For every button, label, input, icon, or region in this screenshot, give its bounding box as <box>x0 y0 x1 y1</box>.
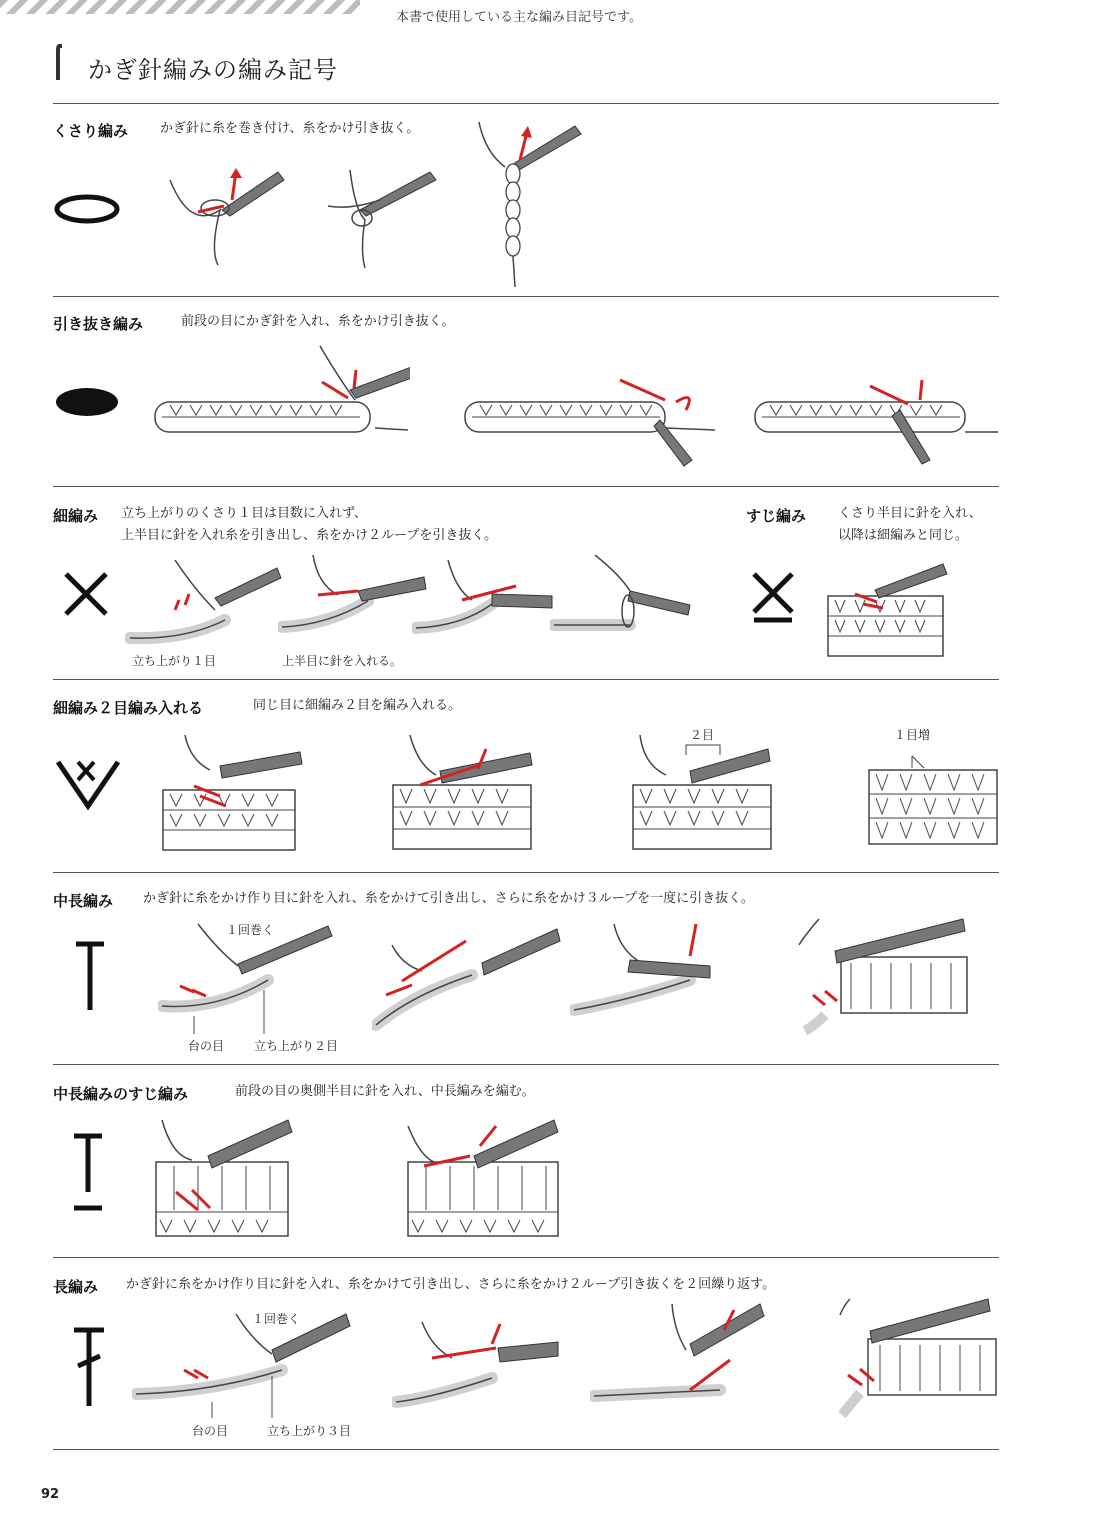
section-desc-kusari: かぎ針に糸を巻き付け、糸をかけ引き抜く。 <box>160 121 420 136</box>
caption-turning-2: 立ち上がり２目 <box>254 1039 339 1053</box>
increase-result-illustration <box>866 748 1000 848</box>
section-title-komaami: 細編み <box>53 507 99 525</box>
back-loop-half-double-step1-illustration <box>152 1116 297 1241</box>
back-loop-half-double-symbol-icon <box>70 1132 110 1212</box>
section-desc-komaami-line1: 立ち上がりのくさり１目は目数に入れず、 <box>121 506 367 521</box>
single-crochet-step3-illustration <box>412 560 557 640</box>
slip-step3-illustration <box>750 360 1000 470</box>
increase-step1-illustration <box>160 730 310 855</box>
section-desc-chunaga-suji: 前段の目の奥側半目に針を入れ、中長編みを編む。 <box>235 1084 535 1099</box>
half-double-step4-illustration <box>795 915 975 1035</box>
chain-step2-illustration <box>320 150 450 270</box>
double-crochet-step2-illustration <box>392 1318 562 1423</box>
chain-step1-illustration <box>160 150 290 270</box>
double-crochet-symbol-icon <box>70 1326 110 1408</box>
section-rule <box>53 296 999 297</box>
back-loop-illustration <box>825 560 950 660</box>
single-crochet-step1-illustration <box>125 560 285 650</box>
page-title: かぎ針編みの編み記号 <box>88 56 338 84</box>
half-double-step3-illustration <box>570 920 720 1025</box>
double-crochet-step1-illustration <box>132 1310 357 1420</box>
section-title-chunaga: 中長編み <box>53 892 114 910</box>
caption-1-wrap-dc: １回巻く <box>252 1312 301 1326</box>
section-desc-naga: かぎ針に糸をかけ作り目に針を入れ、糸をかけて引き出し、さらに糸をかけ２ループ引き抜くを２回繰り返す。 <box>126 1277 776 1292</box>
section-title-hikinuki: 引き抜き編み <box>53 315 144 333</box>
caption-base-stitch: 台の目 <box>188 1039 225 1053</box>
section-title-chunaga-suji: 中長編みのすじ編み <box>53 1085 189 1103</box>
increase-step2-illustration <box>390 735 540 855</box>
caption-upper-half: 上半目に針を入れる。 <box>282 654 403 668</box>
caption-base-stitch-dc: 台の目 <box>192 1424 229 1438</box>
section-title-suji: すじ編み <box>746 507 807 525</box>
section-desc-koma2: 同じ目に細編み２目を編み入れる。 <box>253 698 462 713</box>
single-crochet-step2-illustration <box>278 555 428 640</box>
section-rule <box>53 872 999 873</box>
section-rule <box>53 486 999 487</box>
top-note: 本書で使用している主な編み目記号です。 <box>396 10 642 25</box>
crochet-hook-icon <box>54 44 62 80</box>
slip-step2-illustration <box>460 360 720 470</box>
single-crochet-symbol-icon <box>62 570 110 618</box>
half-double-step1-illustration <box>158 920 338 1040</box>
section-rule <box>53 679 999 680</box>
section-rule <box>53 1064 999 1065</box>
chain-stitch-symbol-icon <box>54 193 120 225</box>
section-desc-chunaga: かぎ針に糸をかけ作り目に針を入れ、糸をかけて引き出し、さらに糸をかけ３ループを一度に引き抜く。 <box>143 891 754 906</box>
caption-turning-3: 立ち上がり３目 <box>267 1424 352 1438</box>
back-loop-half-double-step2-illustration <box>404 1116 564 1241</box>
header-stripe <box>0 0 360 14</box>
caption-1-increase: １目増 <box>894 728 931 742</box>
double-crochet-step4-illustration <box>830 1295 1000 1420</box>
section-desc-hikinuki: 前段の目にかぎ針を入れ、糸をかけ引き抜く。 <box>181 314 455 329</box>
section-title-naga: 長編み <box>53 1278 99 1296</box>
section-rule <box>53 1257 999 1258</box>
section-desc-komaami-line2: 上半目に針を入れ糸を引き出し、糸をかけ２ループを引き抜く。 <box>121 528 498 543</box>
increase-symbol-icon <box>54 756 122 812</box>
section-rule <box>53 1449 999 1450</box>
caption-2-stitches: ２目 <box>690 728 715 742</box>
single-crochet-step4-illustration <box>550 555 695 640</box>
half-double-crochet-symbol-icon <box>72 940 108 1012</box>
title-rule <box>53 103 999 104</box>
back-loop-single-crochet-symbol-icon <box>746 570 800 624</box>
section-desc-suji-line1: くさり半目に針を入れ、 <box>838 506 982 521</box>
chain-step3-illustration <box>465 112 595 292</box>
caption-tachiagari-1: 立ち上がり１目 <box>132 654 217 668</box>
caption-1-wrap: １回巻く <box>226 923 275 937</box>
half-double-step2-illustration <box>372 925 562 1035</box>
slip-stitch-symbol-icon <box>54 386 120 418</box>
increase-step3-illustration <box>630 735 780 855</box>
double-crochet-step3-illustration <box>590 1300 765 1415</box>
page-number: 92 <box>41 1487 60 1502</box>
section-title-koma2: 細編み２目編み入れる <box>53 699 204 717</box>
slip-step1-illustration <box>150 340 410 450</box>
section-title-kusari: くさり編み <box>53 122 129 140</box>
section-desc-suji-line2: 以降は細編みと同じ。 <box>838 528 969 543</box>
